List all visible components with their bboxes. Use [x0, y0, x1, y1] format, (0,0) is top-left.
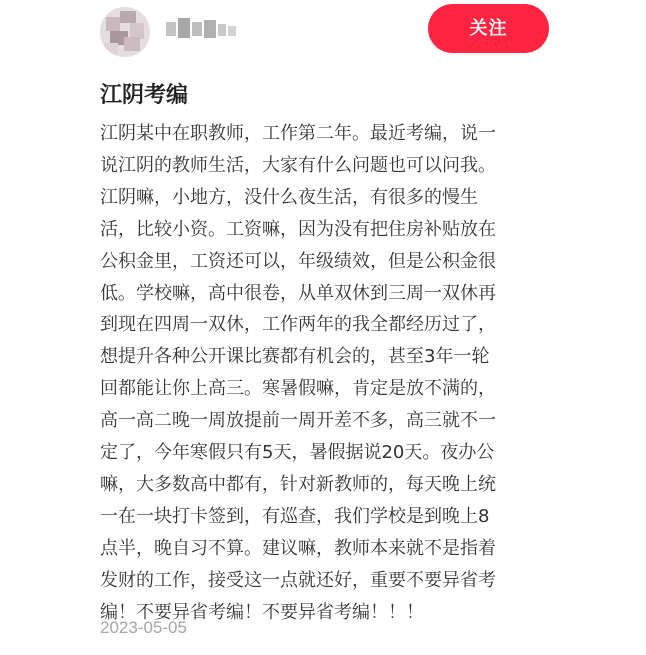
- post-body-line: 低。学校嘛，高中很卷，从单双休到三周一双休再: [100, 282, 496, 304]
- post-body-line: 一在一块打卡签到，有巡查，我们学校是到晚上8: [100, 505, 490, 527]
- post-body-line: 编！不要异省考编！不要异省考编！！！: [100, 601, 424, 623]
- post-header: [0, 0, 646, 56]
- post-body-line: 到现在四周一双休，工作两年的我全都经历过了，: [100, 314, 496, 336]
- author-avatar[interactable]: [100, 7, 150, 57]
- post-body-line: 点半，晚自习不算。建议嘛，教师本来就不是指着: [100, 537, 496, 559]
- post-title: 江阴考编: [100, 83, 189, 108]
- post-body-line: 说江阴的教师生活，大家有什么问题也可以问我。: [100, 154, 496, 176]
- post-body: [100, 118, 552, 629]
- author-name-blurred[interactable]: [166, 14, 238, 42]
- post-body-line: 江阴嘛，小地方，没什么夜生活，有很多的慢生: [100, 186, 478, 208]
- post-body-line: 嘛，大多数高中都有，针对新教师的，每天晚上统: [100, 473, 496, 495]
- post-body-line: 高一高二晚一周放提前一周开差不多，高三就不一: [100, 410, 496, 432]
- post-body-line: 想提升各种公开课比赛都有机会的，甚至3年一轮: [100, 346, 490, 368]
- post-body-line: 回都能让你上高三。寒暑假嘛，肯定是放不满的，: [100, 378, 496, 400]
- post-body-line: 公积金里，工资还可以，年级绩效，但是公积金很: [100, 250, 496, 272]
- post-body-line: 定了，今年寒假只有5天，暑假据说20天。夜办公: [100, 442, 495, 464]
- post-date: 2023-05-05: [100, 618, 187, 637]
- post-body-line: 发财的工作，接受这一点就还好，重要不要异省考: [100, 569, 496, 591]
- post-body-line: 江阴某中在职教师，工作第二年。最近考编，说一: [100, 123, 496, 144]
- follow-button[interactable]: 关注: [428, 4, 549, 53]
- post-body-line: 活，比较小资。工资嘛，因为没有把住房补贴放在: [100, 218, 496, 240]
